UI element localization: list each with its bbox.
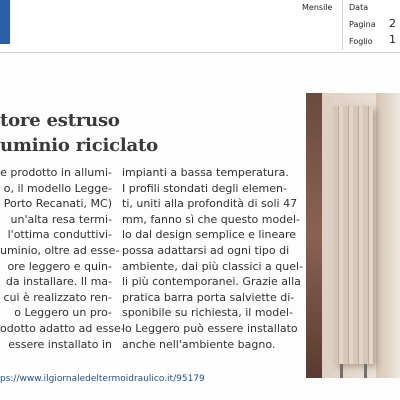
column2-line: lo Leggero può essere installato	[122, 321, 298, 335]
header-divider	[342, 0, 343, 50]
headline-line-2: uminio riciclato	[0, 135, 158, 156]
photo-shadow	[376, 93, 400, 378]
column1-line: e prodotto in allumi-	[0, 166, 112, 179]
page-label: Pagina	[349, 20, 376, 29]
newspaper-header	[0, 0, 400, 53]
column1-line: Porto Recanati, MC)	[3, 197, 112, 211]
column1-line: da installare. Il ma-	[5, 275, 112, 289]
article-url-link[interactable]: ps://www.ilgiornaledeltermoidraulico.it/95179	[0, 374, 205, 384]
column1-line: o, il modello Legge-	[3, 181, 112, 195]
column1-line: o Leggero un pro-	[14, 306, 112, 320]
headline-line-1: tore estruso	[0, 110, 120, 131]
column2-line: lo dal design semplice e lineare	[122, 228, 297, 242]
sheet-value: 1	[389, 33, 396, 46]
periodicity-label: Mensile	[302, 3, 333, 12]
wall-edge	[306, 93, 322, 378]
date-label: Data	[349, 3, 369, 12]
pipe-left	[340, 364, 343, 378]
column2-line: mm, fanno sì che questo model-	[122, 212, 300, 226]
sheet-label: Foglio	[349, 37, 373, 46]
column2-line: sponibile su richiesta, il model-	[122, 306, 294, 320]
column1-line: l'ottima conduttivi-	[7, 228, 112, 242]
column2-line: ambiente, dai più classici a quel-	[122, 259, 304, 273]
article-column-1	[0, 111, 112, 158]
publication-logo-block	[0, 0, 10, 44]
page-value: 2	[389, 17, 396, 30]
pipe-right	[364, 364, 367, 378]
column2-line: I profili stondati degli elemen-	[122, 181, 287, 195]
column1-line: cui è realizzato ren-	[3, 290, 112, 304]
column2-line: possa adattarsi ad ogni tipo di	[122, 243, 290, 257]
column1-line: ore leggero e quin-	[7, 259, 112, 273]
column2-line: pratica barra porta salviette di-	[122, 290, 295, 304]
column1-line: essere installato in	[8, 337, 112, 351]
radiator-photo	[306, 93, 400, 378]
column2-line: ti, uniti alla profondità di soli 47	[122, 197, 298, 211]
column2-line: li più contemporanei. Grazie alla	[122, 275, 301, 289]
article-column-1-text	[0, 165, 125, 352]
column1-line: uminio, oltre ad esse-	[0, 243, 120, 257]
article-column-2	[122, 165, 304, 352]
column2-line: anche nell'ambiente bagno.	[122, 337, 276, 351]
column1-line: odotto adatto ad esse-	[0, 321, 125, 335]
column1-line: un'alta resa termi-	[10, 212, 112, 226]
radiator-image	[333, 106, 373, 364]
column2-line: impianti a bassa temperatura.	[122, 166, 289, 179]
